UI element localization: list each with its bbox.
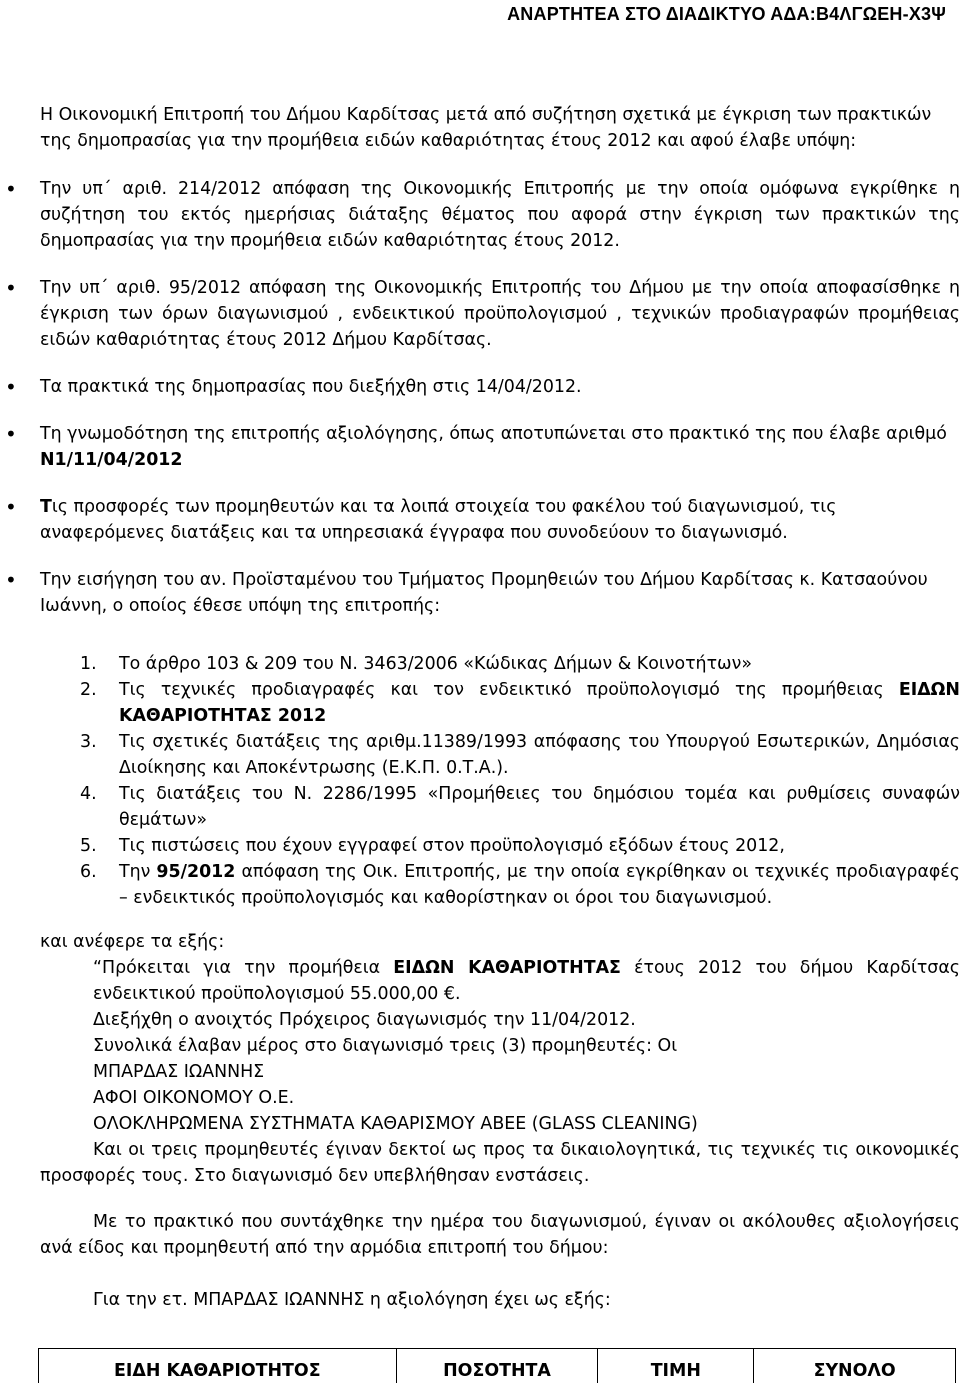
document-header: ΑΝΑΡΤΗΤΕΑ ΣΤΟ ΔΙΑΔΙΚΤΥΟ ΑΔΑ:Β4ΛΓΩΕΗ-Χ3Ψ <box>507 4 946 25</box>
evaluation-table <box>38 1348 956 1383</box>
list-item: 6. Την 95/2012 απόφαση της Οικ. Επιτροπής, με την οποία εγκρίθηκαν οι τεχνικές προδιαγραφές – ενδεικτικός προϋπολογισμός και καθορίστηκαν οι όροι του διαγωνισμού. <box>80 859 960 911</box>
supplier-name: ΑΦΟΙ ΟΙΚΟΝΟΜΟΥ Ο.Ε. <box>40 1085 960 1111</box>
column-header-quantity: ΠΟΣΟΤΗΤΑ <box>396 1349 598 1383</box>
legal-basis-list <box>40 651 960 911</box>
list-item: • Τις προσφορές των προμηθευτών και τα λοιπά στοιχεία του φακέλου τού διαγωνισμού, τις αναφερόμενες διατάξεις και τα υπηρεσιακά έγγραφα που συνοδεύουν το διαγωνισμό. <box>40 494 960 546</box>
list-item: • Την υπ΄ αριθ. 214/2012 απόφαση της Οικονομικής Επιτροπής με την οποία ομόφωνα εγκρίθηκε η συζήτηση του εκτός ημερήσιας διάταξης θέματος που αφορά στην έγκριση των πρακτικών της δημοπρασίας για την προμήθεια ειδών καθαριότητας έτους 2012. <box>40 176 960 254</box>
report-paragraph: Με το πρακτικό που συντάχθηκε την ημέρα του διαγωνισμού, έγιναν οι ακόλουθες αξιολογήσεις ανά είδος και προμηθευτή από την αρμόδια επιτροπή του δήμου: <box>40 1209 960 1261</box>
table-header-row <box>39 1349 956 1383</box>
supplier-name: ΟΛΟΚΛΗΡΩΜΕΝΑ ΣΥΣΤΗΜΑΤΑ ΚΑΘΑΡΙΣΜΟΥ ΑΒΕΕ (GLASS CLEANING) <box>40 1111 960 1137</box>
list-item: 4. Τις διατάξεις του Ν. 2286/1995 «Προμήθειες του δημόσιου τομέα και ρυθμίσεις συναφών θεμάτων» <box>80 781 960 833</box>
report-lead: και ανέφερε τα εξής: <box>40 929 960 955</box>
list-item: • Την εισήγηση του αν. Προϊσταμένου του Τμήματος Προμηθειών του Δήμου Καρδίτσας κ. Κατσαούνου Ιωάννη, ο οποίος έθεσε υπόψη της επιτροπής: <box>40 567 960 619</box>
report-paragraph: Και οι τρεις προμηθευτές έγιναν δεκτοί ως προς τα δικαιολογητικά, τις τεχνικές τις οικονομικές προσφορές τους. Στο διαγωνισμό δεν υπεβλήθησαν ενστάσεις. <box>40 1137 960 1189</box>
considerations-list <box>40 176 960 619</box>
intro-paragraph: Η Οικονομική Επιτροπή του Δήμου Καρδίτσας μετά από συζήτηση σχετικά με έγκριση των πρακτικών της δημοπρασίας για την προμήθεια ειδών καθαριότητας έτους 2012 και αφού έλαβε υπόψη: <box>40 102 960 154</box>
report-line: Για την ετ. ΜΠΑΡΔΑΣ ΙΩΑΝΝΗΣ η αξιολόγηση έχει ως εξής: <box>40 1287 960 1313</box>
column-header-price: ΤΙΜΗ <box>598 1349 754 1383</box>
list-item: 1. Το άρθρο 103 & 209 του Ν. 3463/2006 «Κώδικας Δήμων & Κοινοτήτων» <box>80 651 960 677</box>
column-header-items: ΕΙΔΗ ΚΑΘΑΡΙΟΤΗΤΟΣ <box>39 1349 397 1383</box>
protocol-number: Ν1/11/04/2012 <box>40 450 183 470</box>
list-item: 3. Τις σχετικές διατάξεις της αριθμ.11389/1993 απόφασης του Υπουργού Εσωτερικών, Δημόσιας Διοίκησης και Αποκέντρωσης (Ε.Κ.Π. 0.Τ.Α.). <box>80 729 960 781</box>
list-item: 5. Τις πιστώσεις που έχουν εγγραφεί στον προϋπολογισμό εξόδων έτους 2012, <box>80 833 960 859</box>
list-item: • Την υπ΄ αριθ. 95/2012 απόφαση της Οικονομικής Επιτροπής του Δήμου με την οποία αποφασίσθηκε η έγκριση των όρων διαγωνισμού , ενδεικτικού προϋπολογισμού , τεχνικών προδιαγραφών προμήθειας ειδών καθαριότητας έτους 2012 Δήμου Καρδίτσας. <box>40 275 960 353</box>
report-paragraph: “Πρόκειται για την προμήθεια ΕΙΔΩΝ ΚΑΘΑΡΙΟΤΗΤΑΣ έτους 2012 του δήμου Καρδίτσας ενδεικτικού προϋπολογισμού 55.000,00 €. <box>40 955 960 1007</box>
list-item: • Τη γνωμοδότηση της επιτροπής αξιολόγησης, όπως αποτυπώνεται στο πρακτικό της που έλαβε αριθμό Ν1/11/04/2012 <box>40 421 960 473</box>
document-body <box>40 102 960 1313</box>
list-item: • Τα πρακτικά της δημοπρασίας που διεξήχθη στις 14/04/2012. <box>40 374 960 400</box>
supplier-name: ΜΠΑΡΔΑΣ ΙΩΑΝΝΗΣ <box>40 1059 960 1085</box>
column-header-total: ΣΥΝΟΛΟ <box>754 1349 956 1383</box>
report-line: Συνολικά έλαβαν μέρος στο διαγωνισμό τρεις (3) προμηθευτές: Οι <box>40 1033 960 1059</box>
list-item: 2. Τις τεχνικές προδιαγραφές και τον ενδεικτικό προϋπολογισμό της προμήθειας ΕΙΔΩΝ ΚΑΘΑΡΙΟΤΗΤΑΣ 2012 <box>80 677 960 729</box>
report-line: Διεξήχθη ο ανοιχτός Πρόχειρος διαγωνισμός την 11/04/2012. <box>40 1007 960 1033</box>
